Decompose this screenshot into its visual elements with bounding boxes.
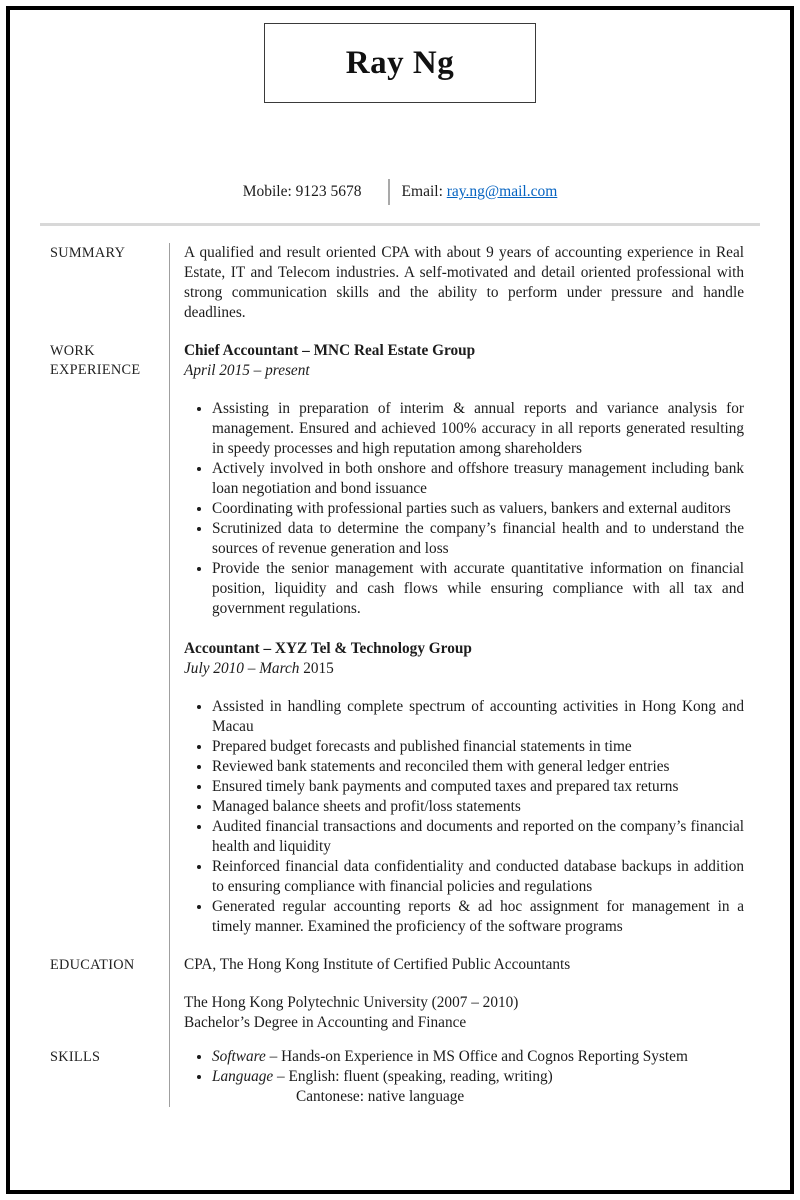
skill-item — [212, 1067, 744, 1107]
section-education — [50, 955, 750, 1033]
bullet-item: • Provide the senior management with accurate quantitative information on financial position, liquidity and cash flows while ensuring compliance with all tax and government regulations. — [212, 559, 744, 619]
job-title: Chief Accountant – MNC Real Estate Group — [184, 342, 476, 359]
job-title: Accountant – XYZ Tel & Technology Group — [184, 640, 472, 657]
email-link[interactable]: ray.ng@mail.com — [446, 183, 558, 200]
work-experience-label: WORK EXPERIENCE — [50, 343, 141, 378]
skills-label: SKILLS — [50, 1049, 101, 1065]
education-university: The Hong Kong Polytechnic University (2007 – 2010) — [184, 994, 519, 1011]
skill-text: – English: fluent (speaking, reading, writing) — [273, 1068, 553, 1085]
bullet-item: • Audited financial transactions and documents and reported on the company’s financial health and liquidity — [212, 817, 744, 857]
contact-divider — [388, 179, 390, 205]
job-date-italic: April 2015 – present — [184, 362, 310, 379]
section-summary — [50, 243, 750, 323]
skill-extra-line: Cantonese: native language — [296, 1088, 465, 1105]
header-divider — [40, 223, 760, 226]
skill-term: Software — [212, 1048, 266, 1065]
skill-text: – Hands-on Experience in MS Office and Cognos Reporting System — [265, 1048, 688, 1065]
education-degree: Bachelor’s Degree in Accounting and Finance — [184, 1014, 467, 1031]
work-content — [169, 341, 750, 937]
bullet-item: • Actively involved in both onshore and offshore treasury management including bank loan negotiation and bond issuance — [212, 459, 744, 499]
job-date — [184, 361, 744, 381]
email-label: Email: — [401, 183, 443, 200]
section-skills — [50, 1047, 750, 1107]
email-contact — [402, 181, 558, 203]
resume-page — [6, 6, 794, 1194]
column-divider — [169, 243, 170, 1107]
page-title: Ray Ng — [345, 44, 455, 81]
bullet-item: • Coordinating with professional parties such as valuers, bankers and external auditors — [212, 499, 744, 519]
resume-body — [50, 243, 750, 1107]
mobile-contact — [243, 181, 362, 203]
bullet-item: • Generated regular accounting reports & ad hoc assignment for management in a timely manner. Examined the proficiency of the software programs — [212, 897, 744, 937]
education-content — [169, 955, 750, 1033]
bullet-item: • Managed balance sheets and profit/loss statements — [212, 797, 744, 817]
contact-row — [10, 179, 790, 205]
education-label: EDUCATION — [50, 957, 135, 973]
skills-list — [184, 1047, 744, 1107]
skill-term: Language — [212, 1068, 274, 1085]
job-entry — [184, 639, 744, 937]
skill-item — [212, 1047, 744, 1067]
bullet-item: • Reinforced financial data confidentiality and conducted database backups in addition to ensuring compliance with financial policies and regulations — [212, 857, 744, 897]
bullet-item: • Scrutinized data to determine the company’s financial health and to understand the sources of revenue generation and loss — [212, 519, 744, 559]
summary-text: A qualified and result oriented CPA with about 9 years of accounting experience in Real Estate, IT and Telecom industries. A self-motivated and detail oriented professional with strong communication skills and the ability to perform under pressure and handle deadlines. — [184, 244, 744, 321]
bullet-item: • Ensured timely bank payments and computed taxes and prepared tax returns — [212, 777, 744, 797]
name-box — [264, 23, 536, 103]
section-work-experience — [50, 341, 750, 937]
job-date-regular: 2015 — [299, 660, 334, 677]
education-certification: CPA, The Hong Kong Institute of Certified Public Accountants — [184, 956, 571, 973]
bullet-item: • Reviewed bank statements and reconciled them with general ledger entries — [212, 757, 744, 777]
bullet-item: • Assisting in preparation of interim & annual reports and variance analysis for management. Ensured and achieved 100% accuracy in all reports generated resulting in speedy processes and high reputation among shareholders — [212, 399, 744, 459]
bullet-item: • Assisted in handling complete spectrum of accounting activities in Hong Kong and Macau — [212, 697, 744, 737]
bullet-item: • Prepared budget forecasts and published financial statements in time — [212, 737, 744, 757]
job-entry — [184, 341, 744, 619]
bullet-list — [184, 697, 744, 937]
mobile-label: Mobile: — [242, 183, 292, 200]
mobile-value: 9123 5678 — [295, 183, 362, 200]
job-date — [184, 659, 744, 679]
summary-content — [169, 243, 750, 323]
skills-content — [169, 1047, 750, 1107]
bullet-list — [184, 399, 744, 619]
summary-label: SUMMARY — [50, 245, 126, 261]
job-date-italic: July 2010 – March — [184, 660, 300, 677]
